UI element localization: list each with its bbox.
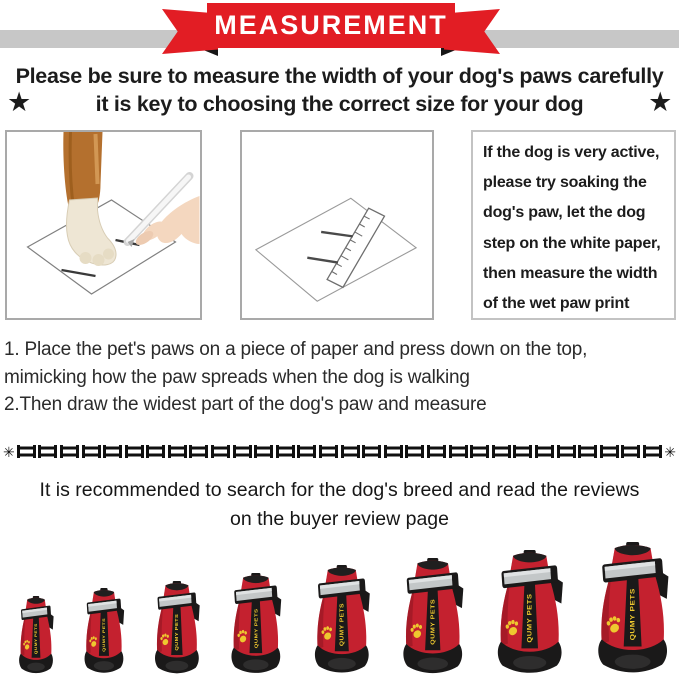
chain-link-icon <box>557 445 576 458</box>
chain-link-icon <box>17 445 36 458</box>
svg-text:QUMY PETS: QUMY PETS <box>628 588 637 641</box>
chain-link-icon <box>211 445 230 458</box>
chain-link-icon <box>60 445 79 458</box>
tip-line: step on the white paper, <box>483 234 661 252</box>
ruler-measuring-graphic <box>242 132 432 318</box>
svg-text:QUMY PETS: QUMY PETS <box>254 608 260 649</box>
step-line: mimicking how the paw spreads when the dog is walking <box>4 366 470 388</box>
chain-divider <box>0 444 679 460</box>
chain-link-icon <box>233 445 252 458</box>
tip-line: of the wet paw print <box>483 295 630 313</box>
chain-link-icon <box>621 445 640 458</box>
dog-boot-graphic <box>16 596 56 674</box>
chain-link-icon <box>146 445 165 458</box>
chain-link-icon <box>384 445 403 458</box>
tip-line: then measure the width <box>483 264 658 282</box>
dog-boot-graphic <box>592 542 673 674</box>
chain-link-icon <box>319 445 338 458</box>
divider-ornament-icon: ✳ <box>3 443 15 460</box>
recommendation <box>0 460 679 534</box>
chain-link-icon <box>427 445 446 458</box>
svg-text:QUMY PETS: QUMY PETS <box>101 618 106 653</box>
dog-boot-size-2 <box>81 588 127 674</box>
chain-link-icon <box>578 445 597 458</box>
dog-boot-graphic <box>492 550 567 674</box>
banner-title: MEASUREMENT <box>207 3 455 48</box>
step-line: 1. Place the pet's paws on a piece of paper and press down on the top, <box>4 339 588 360</box>
recommendation-line: It is recommended to search for the dog's breed and read the reviews <box>39 478 640 501</box>
dog-boot-size-8 <box>592 542 673 674</box>
chain-link-icon <box>168 445 187 458</box>
tip-line: please try soaking the <box>483 174 647 192</box>
dog-boot-graphic <box>151 581 203 674</box>
headline-line2: it is key to choosing the correct size for your dog <box>95 92 584 116</box>
paw-tracing-graphic <box>7 132 200 318</box>
chain-link-icon <box>600 445 619 458</box>
chain-link-icon <box>492 445 511 458</box>
svg-text:QUMY PETS: QUMY PETS <box>526 593 534 643</box>
chain-link-icon <box>513 445 532 458</box>
star-icon: ★ <box>648 87 672 117</box>
svg-text:QUMY PETS: QUMY PETS <box>339 603 345 647</box>
headline-line1: Please be sure to measure the width of your dog's paws carefully <box>15 64 664 88</box>
svg-text:QUMY PETS: QUMY PETS <box>174 613 180 651</box>
dog-boot-size-3 <box>151 581 203 674</box>
illustration-row <box>0 130 679 320</box>
chain-link-icon <box>125 445 144 458</box>
chain-link-icon <box>38 445 57 458</box>
boots-row <box>0 540 679 674</box>
chain-link-icon <box>362 445 381 458</box>
chain-link-icon <box>103 445 122 458</box>
recommendation-line: on the buyer review page <box>230 507 449 530</box>
headline <box>0 56 679 118</box>
dog-boot-graphic <box>227 573 285 674</box>
chain-link-icon <box>189 445 208 458</box>
chain-link-icon <box>405 445 424 458</box>
dog-boot-size-4 <box>227 573 285 674</box>
paw-tracing-illustration <box>5 130 202 320</box>
dog-boot-graphic <box>398 558 468 675</box>
divider-ornament-icon: ✳ <box>664 443 676 460</box>
chain-link-icon <box>82 445 101 458</box>
star-icon: ★ <box>7 87 31 117</box>
svg-text:QUMY PETS: QUMY PETS <box>429 598 436 645</box>
chain-link-icon <box>643 445 662 458</box>
dog-boot-graphic <box>310 565 374 674</box>
dog-boot-size-5 <box>310 565 374 674</box>
chain-link-icon <box>470 445 489 458</box>
step-line: 2.Then draw the widest part of the dog's paw and measure <box>4 394 487 415</box>
steps <box>0 320 679 419</box>
chain-links <box>17 445 663 458</box>
banner <box>0 0 679 56</box>
chain-link-icon <box>535 445 554 458</box>
chain-link-icon <box>276 445 295 458</box>
dog-boot-size-1 <box>16 596 56 674</box>
chain-link-icon <box>254 445 273 458</box>
tip-line: dog's paw, let the dog <box>483 204 646 222</box>
dog-boot-size-6 <box>398 558 468 675</box>
tip-line: If the dog is very active, <box>483 144 660 161</box>
tip-box <box>471 130 676 320</box>
chain-link-icon <box>341 445 360 458</box>
chain-link-icon <box>449 445 468 458</box>
chain-link-icon <box>297 445 316 458</box>
svg-text:QUMY PETS: QUMY PETS <box>33 623 38 655</box>
ruler-measuring-illustration <box>240 130 434 320</box>
dog-boot-graphic <box>81 588 127 674</box>
dog-boot-size-7 <box>492 550 567 674</box>
